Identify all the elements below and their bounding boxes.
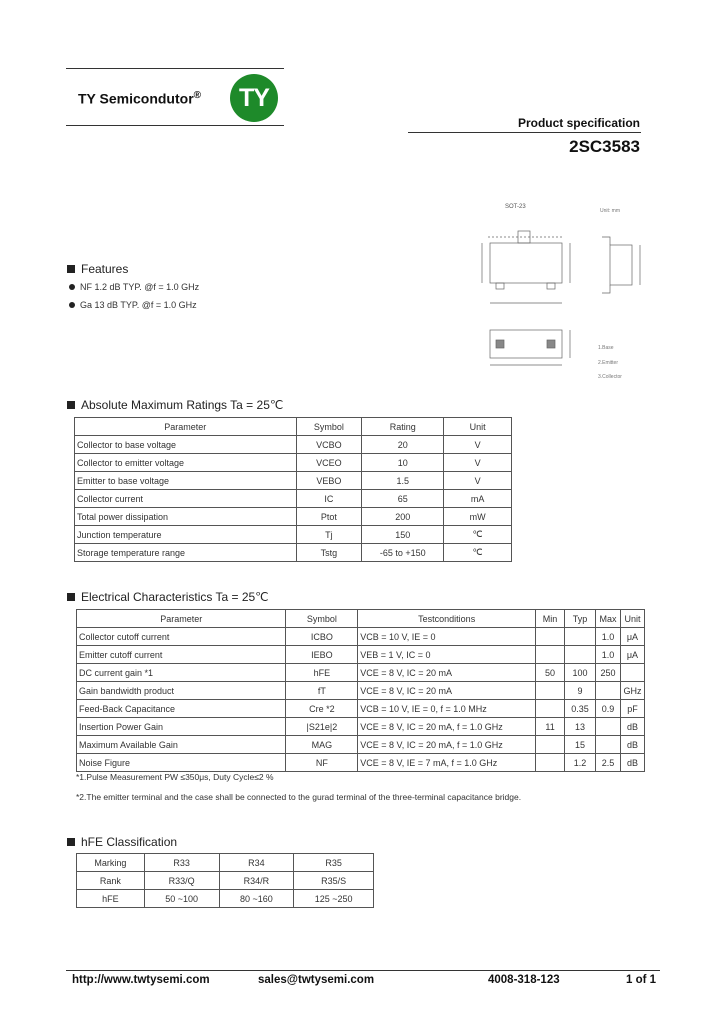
table-cell: Emitter to base voltage [75, 472, 297, 490]
table-cell: 15 [565, 736, 596, 754]
col-header: Typ [565, 610, 596, 628]
features-heading: Features [67, 262, 128, 276]
table-cell: R33/Q [144, 872, 219, 890]
table-cell [595, 682, 620, 700]
table-cell: VCE = 8 V, IE = 7 mA, f = 1.0 GHz [358, 754, 536, 772]
table-cell: 1.5 [362, 472, 444, 490]
front-view [490, 330, 570, 365]
table-cell: Collector cutoff current [77, 628, 286, 646]
elec-table [76, 609, 645, 772]
table-cell: 1.2 [565, 754, 596, 772]
abs-max-table [74, 417, 512, 562]
table-cell: pF [620, 700, 644, 718]
table-cell: 50 ~100 [144, 890, 219, 908]
col-header: Unit [620, 610, 644, 628]
table-row [77, 628, 645, 646]
table-cell [595, 736, 620, 754]
ty-logo: TY [230, 74, 278, 122]
table-cell: DC current gain *1 [77, 664, 286, 682]
table-cell: Cre *2 [286, 700, 358, 718]
feature-item: NF 1.2 dB TYP. @f = 1.0 GHz [69, 282, 199, 292]
col-header: Rating [362, 418, 444, 436]
table-row [77, 872, 374, 890]
col-header: Parameter [77, 610, 286, 628]
bullet-square-icon [67, 593, 75, 601]
col-header: Max [595, 610, 620, 628]
table-cell [565, 646, 596, 664]
table-cell: 50 [536, 664, 565, 682]
table-cell: 200 [362, 508, 444, 526]
part-number: 2SC3583 [569, 137, 640, 156]
table-cell: ℃ [444, 526, 512, 544]
table-row [77, 646, 645, 664]
table-cell: -65 to +150 [362, 544, 444, 562]
table-cell: μA [620, 628, 644, 646]
table-row [75, 490, 512, 508]
header-bottom-rule [66, 125, 284, 126]
spec-rule [408, 132, 641, 133]
elec-heading: Electrical Characteristics Ta = 25℃ [67, 590, 269, 604]
table-cell: 80 ~160 [219, 890, 294, 908]
table-cell: mW [444, 508, 512, 526]
table-row [77, 664, 645, 682]
table-cell: 1.0 [595, 646, 620, 664]
table-cell: 9 [565, 682, 596, 700]
table-cell: VCE = 8 V, IC = 20 mA [358, 682, 536, 700]
table-cell [536, 682, 565, 700]
table-cell [620, 664, 644, 682]
pin-label-3: 3.Collector [598, 374, 622, 380]
table-cell: VEBO [296, 472, 362, 490]
table-cell: Feed-Back Capacitance [77, 700, 286, 718]
page-number: 1 of 1 [626, 974, 657, 986]
table-cell: Insertion Power Gain [77, 718, 286, 736]
table-cell: VCE = 8 V, IC = 20 mA, f = 1.0 GHz [358, 736, 536, 754]
table-row [77, 754, 645, 772]
table-cell: Gain bandwidth product [77, 682, 286, 700]
side-view [602, 237, 640, 293]
table-row [75, 454, 512, 472]
table-cell: 250 [595, 664, 620, 682]
col-header: Symbol [296, 418, 362, 436]
table-cell: VCEO [296, 454, 362, 472]
table-cell: 10 [362, 454, 444, 472]
table-cell: 13 [565, 718, 596, 736]
table-cell: 0.9 [595, 700, 620, 718]
table-cell: dB [620, 754, 644, 772]
table-cell: R33 [144, 854, 219, 872]
abs-max-heading: Absolute Maximum Ratings Ta = 25℃ [67, 398, 283, 412]
table-row [77, 736, 645, 754]
table-cell: R34/R [219, 872, 294, 890]
table-row [77, 682, 645, 700]
header-top-rule [66, 68, 284, 69]
col-header: Testconditions [358, 610, 536, 628]
table-cell: 65 [362, 490, 444, 508]
table-row [77, 890, 374, 908]
table-cell: Rank [77, 872, 145, 890]
table-cell: VCE = 8 V, IC = 20 mA, f = 1.0 GHz [358, 718, 536, 736]
table-cell: ICBO [286, 628, 358, 646]
table-cell: 100 [565, 664, 596, 682]
table-cell [536, 736, 565, 754]
table-cell: R35/S [294, 872, 374, 890]
table-cell: Tj [296, 526, 362, 544]
table-cell: Ptot [296, 508, 362, 526]
table-cell: V [444, 436, 512, 454]
table-cell: 0.35 [565, 700, 596, 718]
table-cell: 1.0 [595, 628, 620, 646]
table-cell: 2.5 [595, 754, 620, 772]
table-cell: 125 ~250 [294, 890, 374, 908]
table-cell: |S21e|2 [286, 718, 358, 736]
table-cell [536, 628, 565, 646]
table-cell: R34 [219, 854, 294, 872]
col-header: Symbol [286, 610, 358, 628]
table-row [75, 508, 512, 526]
table-cell: Noise Figure [77, 754, 286, 772]
table-cell: Emitter cutoff current [77, 646, 286, 664]
table-row [75, 544, 512, 562]
table-cell: hFE [286, 664, 358, 682]
table-cell: NF [286, 754, 358, 772]
footer-rule [66, 970, 660, 971]
table-cell: dB [620, 718, 644, 736]
table-cell: IC [296, 490, 362, 508]
table-cell: fT [286, 682, 358, 700]
footnote-1: *1.Pulse Measurement PW ≤350μs, Duty Cycle≤2 % [76, 772, 274, 782]
bullet-dot-icon [69, 302, 75, 308]
table-cell: μA [620, 646, 644, 664]
table-cell: Collector current [75, 490, 297, 508]
table-cell [595, 718, 620, 736]
col-header: Parameter [75, 418, 297, 436]
table-cell: VEB = 1 V, IC = 0 [358, 646, 536, 664]
bullet-square-icon [67, 265, 75, 273]
table-row [75, 526, 512, 544]
table-cell [565, 628, 596, 646]
table-cell: VCE = 8 V, IC = 20 mA [358, 664, 536, 682]
feature-item: Ga 13 dB TYP. @f = 1.0 GHz [69, 300, 197, 310]
bullet-square-icon [67, 401, 75, 409]
hfe-table [76, 853, 374, 908]
table-cell: Total power dissipation [75, 508, 297, 526]
table-cell: 150 [362, 526, 444, 544]
table-cell: 11 [536, 718, 565, 736]
table-row [75, 472, 512, 490]
registered-mark: ® [193, 90, 202, 101]
col-header: Min [536, 610, 565, 628]
table-cell: VCB = 10 V, IE = 0, f = 1.0 MHz [358, 700, 536, 718]
table-header-row [75, 418, 512, 436]
table-cell: GHz [620, 682, 644, 700]
table-cell: Marking [77, 854, 145, 872]
table-cell: hFE [77, 890, 145, 908]
footer-email[interactable]: sales@twtysemi.com [258, 974, 375, 986]
footer-website[interactable]: http://www.twtysemi.com [72, 974, 210, 986]
package-name: SOT-23 [505, 204, 526, 210]
table-cell: R35 [294, 854, 374, 872]
table-cell: MAG [286, 736, 358, 754]
table-cell: Collector to base voltage [75, 436, 297, 454]
top-view [482, 231, 570, 303]
table-cell: mA [444, 490, 512, 508]
hfe-heading: hFE Classification [67, 835, 177, 849]
table-header-row [77, 610, 645, 628]
bullet-square-icon [67, 838, 75, 846]
table-cell: Storage temperature range [75, 544, 297, 562]
table-row [77, 700, 645, 718]
table-cell [536, 700, 565, 718]
table-cell: dB [620, 736, 644, 754]
table-cell: Maximum Available Gain [77, 736, 286, 754]
table-cell [536, 646, 565, 664]
company-name: TY Semicondutor® [78, 90, 202, 107]
unit-note: Unit: mm [600, 208, 620, 214]
table-row [75, 436, 512, 454]
table-cell: 20 [362, 436, 444, 454]
table-cell: VCBO [296, 436, 362, 454]
table-cell: Tstg [296, 544, 362, 562]
table-cell: V [444, 454, 512, 472]
table-cell [536, 754, 565, 772]
table-cell: Junction temperature [75, 526, 297, 544]
col-header: Unit [444, 418, 512, 436]
doc-type: Product specification [517, 116, 640, 130]
table-cell: VCB = 10 V, IE = 0 [358, 628, 536, 646]
table-cell: ℃ [444, 544, 512, 562]
bullet-dot-icon [69, 284, 75, 290]
pin-label-2: 2.Emitter [598, 360, 619, 366]
table-row [77, 718, 645, 736]
table-cell: V [444, 472, 512, 490]
pin-label-1: 1.Base [598, 345, 614, 351]
table-cell: Collector to emitter voltage [75, 454, 297, 472]
package-drawing [470, 195, 650, 395]
table-row [77, 854, 374, 872]
footnote-2: *2.The emitter terminal and the case shall be connected to the gurad terminal of the three-terminal capacitance bridge. [76, 792, 522, 802]
footer-phone: 4008-318-123 [488, 974, 560, 986]
table-cell: IEBO [286, 646, 358, 664]
